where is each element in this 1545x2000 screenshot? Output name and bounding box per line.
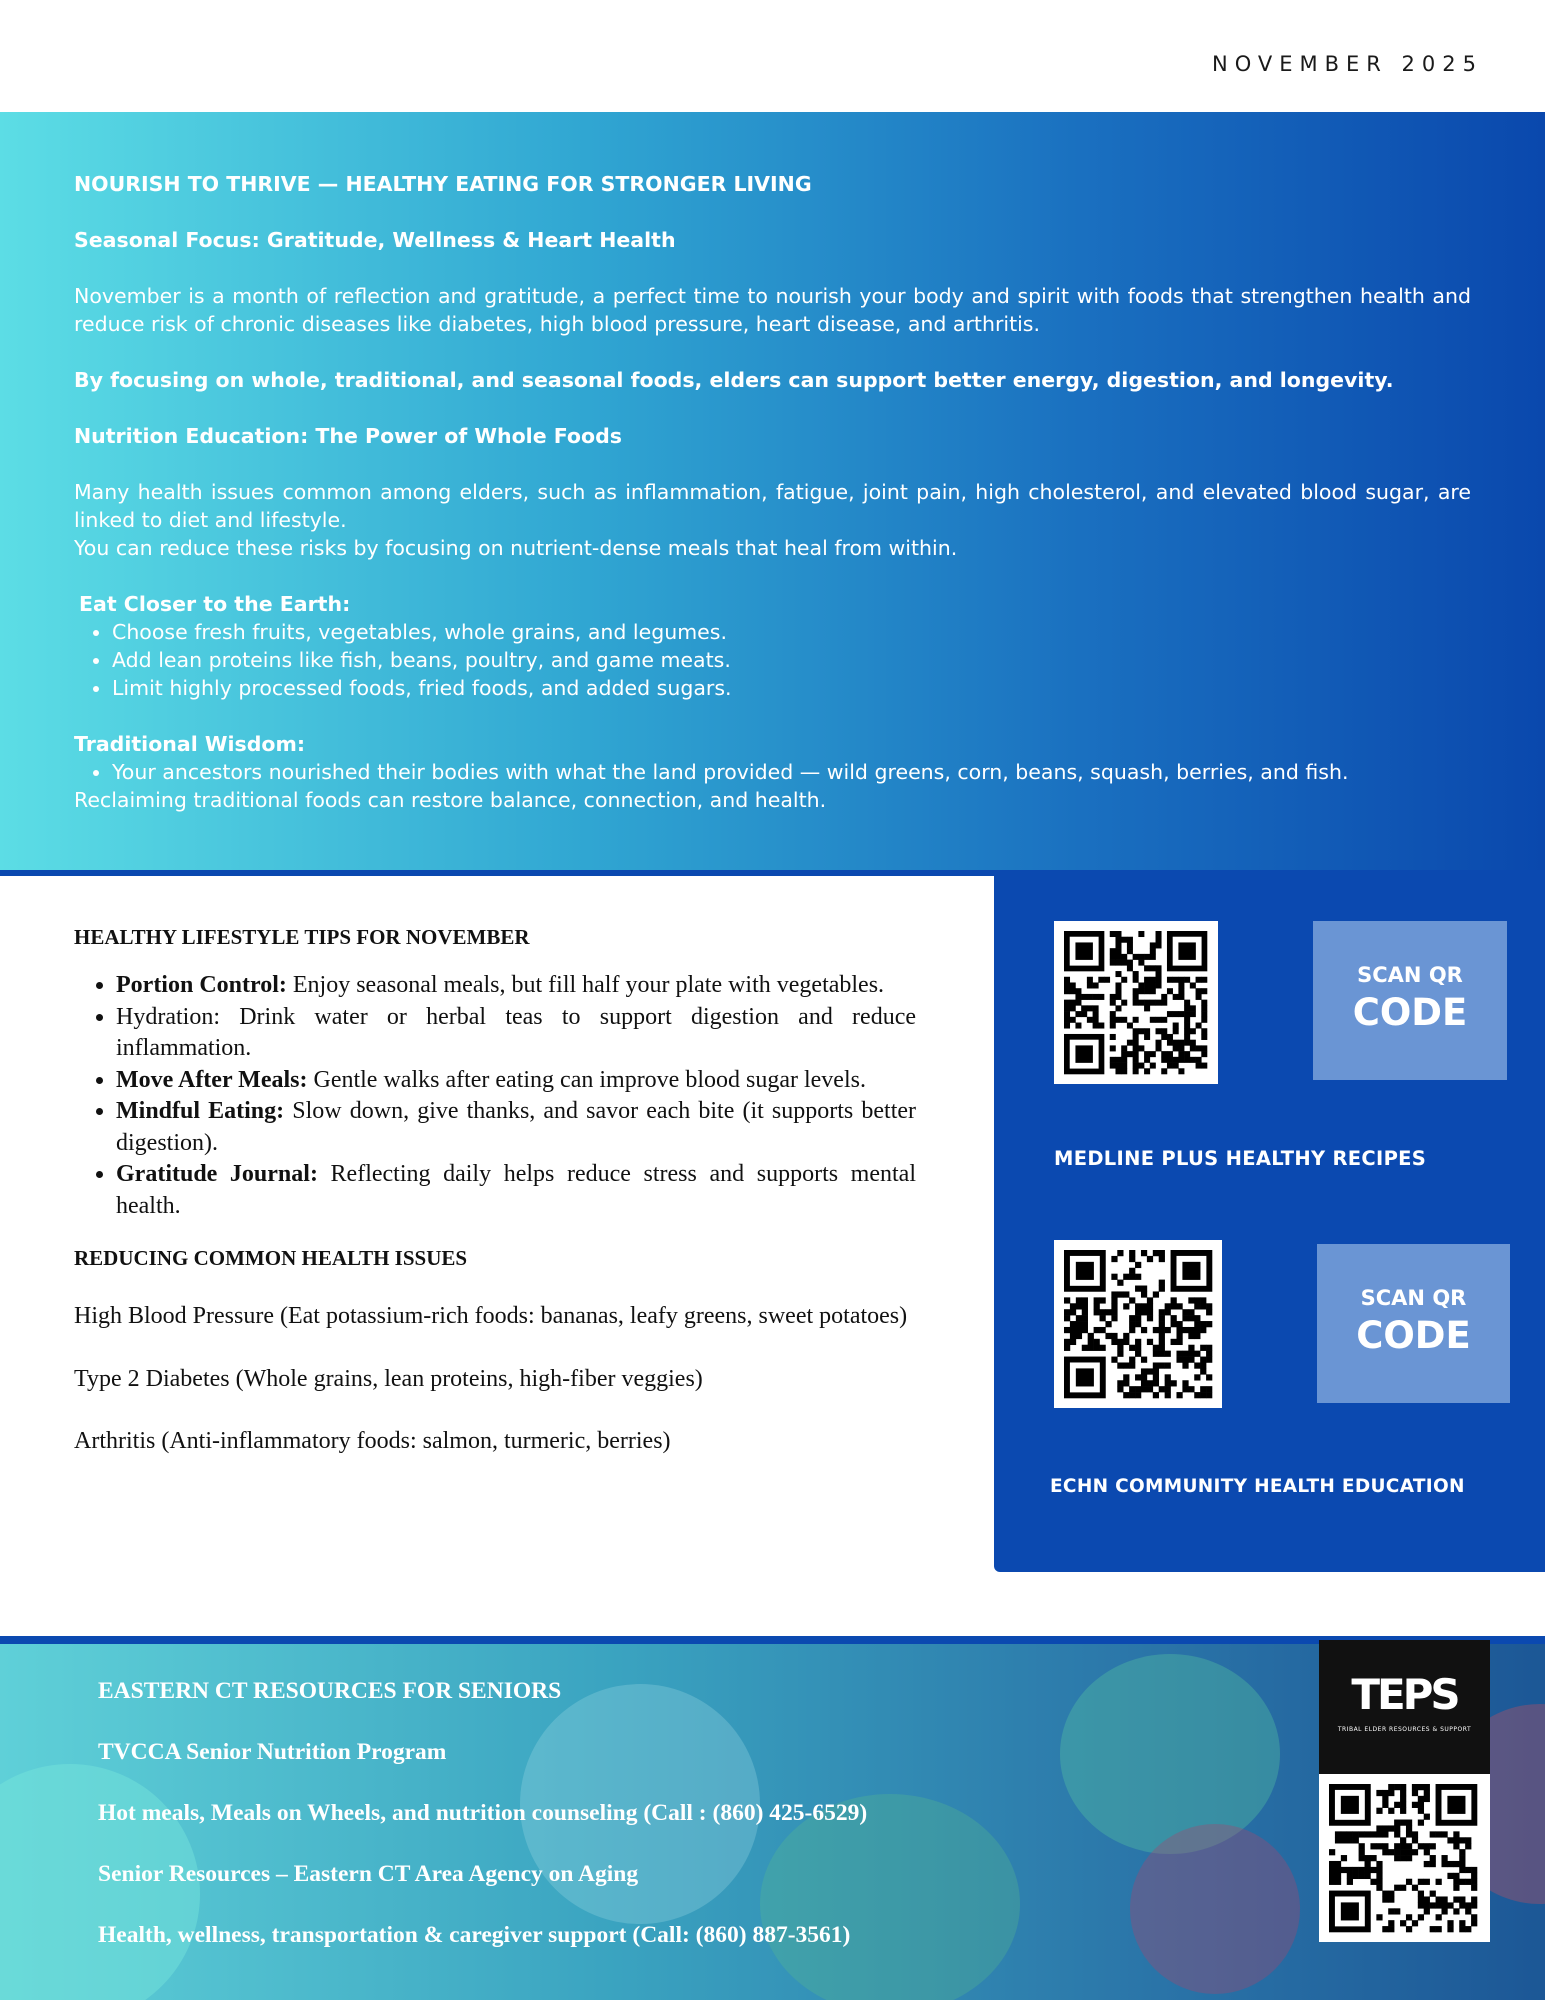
tip-text: Enjoy seasonal meals, but fill half your plate with vegetables. bbox=[286, 972, 885, 998]
tip-bold: Move After Meals: bbox=[116, 1066, 308, 1093]
education-heading: Nutrition Education: The Power of Whole Foods bbox=[74, 424, 622, 448]
list-item: • Your ancestors nourished their bodies with what the land provided — wild greens, corn, beans, squash, berries, and fish. bbox=[112, 758, 1471, 786]
issue-date: NOVEMBER 2025 bbox=[1211, 52, 1483, 76]
header bbox=[0, 0, 1545, 112]
hero-title: NOURISH TO THRIVE — HEALTHY EATING FOR STRONGER LIVING bbox=[74, 172, 812, 196]
scan-label-line2: CODE bbox=[1352, 991, 1468, 1034]
teps-logo: TEPS bbox=[1351, 1670, 1458, 1719]
education-paragraph-2: You can reduce these risks by focusing on nutrient-dense meals that heal from within. bbox=[74, 536, 958, 560]
teps-badge bbox=[1319, 1640, 1490, 1942]
qr-code-icon bbox=[1054, 1240, 1222, 1408]
education-paragraph-1: Many health issues common among elders, such as inflammation, fatigue, joint pain, high cholesterol, and elevated blood sugar, are linked to diet and lifestyle. bbox=[74, 480, 1471, 532]
issue-item: Arthritis (Anti-inflammatory foods: salmon, turmeric, berries) bbox=[74, 1428, 671, 1454]
footer-lines bbox=[98, 1678, 867, 1983]
list-item bbox=[116, 1096, 916, 1159]
earth-heading: Eat Closer to the Earth: bbox=[79, 592, 351, 616]
wisdom-after: Reclaiming traditional foods can restore balance, connection, and health. bbox=[74, 788, 827, 812]
list-item: • Choose fresh fruits, vegetables, whole grains, and legumes. bbox=[112, 618, 1471, 646]
footer-line: Senior Resources – Eastern CT Area Agency on Aging bbox=[98, 1861, 639, 1887]
scan-qr-badge-2 bbox=[1317, 1244, 1510, 1403]
scan-qr-badge-1 bbox=[1313, 921, 1507, 1080]
list-item bbox=[116, 970, 916, 1002]
issue-item: Type 2 Diabetes (Whole grains, lean proteins, high-fiber veggies) bbox=[74, 1365, 703, 1392]
background-decoration bbox=[1060, 1654, 1280, 1854]
qr-code-teps[interactable] bbox=[1319, 1774, 1490, 1942]
tip-text: Hydration: Drink water or herbal teas to support digestion and reduce inflammation. bbox=[116, 1003, 916, 1061]
hero-emphasis: By focusing on whole, traditional, and seasonal foods, elders can support better energy, digestion, and longevity. bbox=[74, 368, 1394, 392]
tip-text: Slow down, give thanks, and savor each bite (it supports better digestion). bbox=[116, 1098, 917, 1156]
wisdom-heading: Traditional Wisdom: bbox=[74, 732, 306, 756]
list-item: • Add lean proteins like fish, beans, poultry, and game meats. bbox=[112, 646, 1471, 674]
tip-bold: Portion Control: bbox=[116, 972, 287, 998]
qr-code-icon bbox=[1319, 1774, 1490, 1942]
list-item bbox=[116, 1065, 916, 1097]
seasonal-focus: Seasonal Focus: Gratitude, Wellness & Heart Health bbox=[74, 228, 676, 252]
list-item: • Limit highly processed foods, fried foods, and added sugars. bbox=[112, 674, 1471, 702]
issues-heading: REDUCING COMMON HEALTH ISSUES bbox=[74, 1246, 468, 1270]
issue-item: High Blood Pressure (Eat potassium-rich foods: bananas, leafy greens, sweet potatoes) bbox=[74, 1303, 908, 1329]
scan-label-line1: SCAN QR bbox=[1360, 1286, 1467, 1310]
footer-resources bbox=[0, 1644, 1545, 2000]
qr-code-echn[interactable] bbox=[1054, 1240, 1222, 1408]
wisdom-list bbox=[74, 758, 1471, 786]
footer-line: Health, wellness, transportation & caregiver support (Call: (860) 887-3561) bbox=[98, 1922, 851, 1948]
echn-label: ECHN COMMUNITY HEALTH EDUCATION bbox=[1050, 1476, 1465, 1497]
scan-label-line1: SCAN QR bbox=[1357, 963, 1463, 987]
list-item bbox=[116, 1159, 916, 1222]
tip-bold: Gratitude Journal: bbox=[116, 1161, 318, 1187]
medline-label: MEDLINE PLUS HEALTHY RECIPES bbox=[1054, 1147, 1427, 1170]
footer-line: TVCCA Senior Nutrition Program bbox=[98, 1739, 447, 1765]
tips-list bbox=[74, 970, 916, 1222]
hero-section bbox=[0, 112, 1545, 870]
qr-code-medline[interactable] bbox=[1054, 921, 1218, 1084]
section-divider bbox=[0, 1636, 1545, 1644]
tips-heading: HEALTHY LIFESTYLE TIPS FOR NOVEMBER bbox=[74, 925, 530, 949]
teps-tagline: TRIBAL ELDER RESOURCES & SUPPORT bbox=[1337, 1726, 1472, 1733]
footer-heading: EASTERN CT RESOURCES FOR SENIORS bbox=[98, 1678, 562, 1704]
hero-intro: November is a month of reflection and gratitude, a perfect time to nourish your body and spirit with foods that strengthen health and reduce risk of chronic diseases like diabetes, high blood pressure, heart disease, and arthritis. bbox=[74, 284, 1471, 336]
scan-label-line2: CODE bbox=[1356, 1314, 1471, 1357]
list-item bbox=[116, 1002, 916, 1065]
background-decoration bbox=[1130, 1824, 1300, 1994]
tip-bold: Mindful Eating: bbox=[116, 1098, 285, 1124]
tips-section bbox=[74, 925, 916, 1489]
tip-text: Gentle walks after eating can improve blood sugar levels. bbox=[307, 1066, 866, 1093]
qr-code-icon bbox=[1054, 921, 1218, 1084]
footer-line: Hot meals, Meals on Wheels, and nutrition counseling (Call : (860) 425-6529) bbox=[98, 1800, 868, 1826]
earth-list bbox=[74, 618, 1471, 702]
tip-text: Reflecting daily helps reduce stress and supports mental health. bbox=[116, 1161, 916, 1219]
